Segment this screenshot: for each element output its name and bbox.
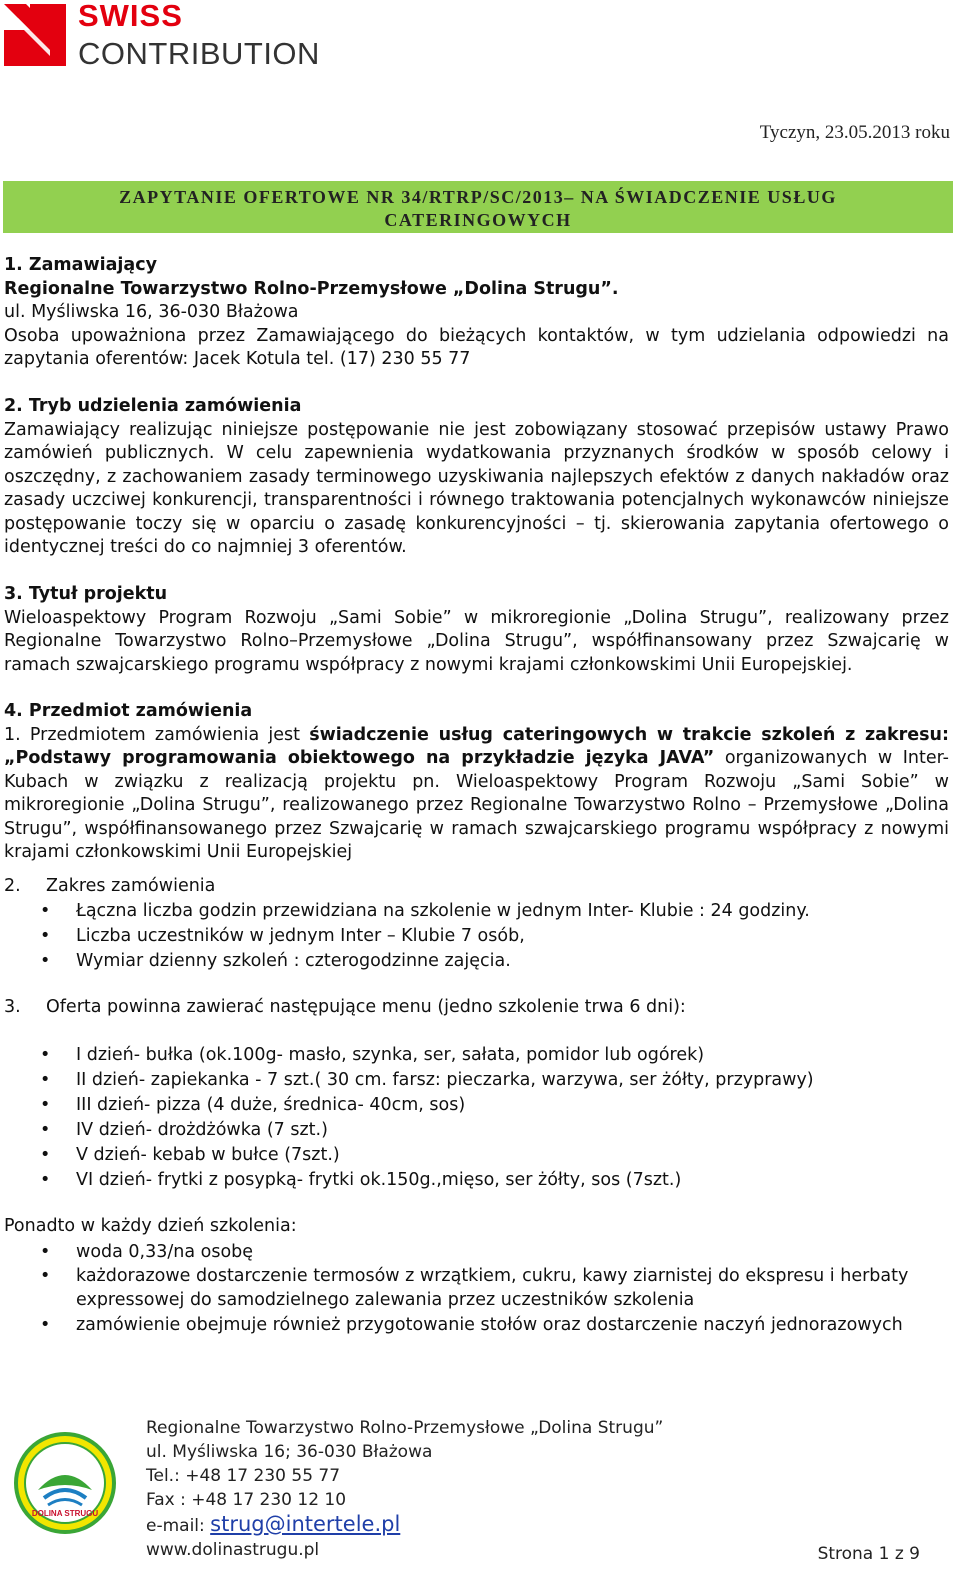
daily-heading: Ponadto w każdy dzień szkolenia: [4, 1216, 297, 1236]
footer-org: Regionalne Towarzystwo Rolno-Przemysłowe „Dolina Strugu” [146, 1418, 664, 1438]
email-link[interactable]: strug@intertele.pl [210, 1512, 401, 1536]
menu-day-5: V dzień- kebab w bułce (7szt.) [76, 1145, 340, 1165]
subject-intro: 1. Przedmiotem zamówienia jest [4, 724, 310, 745]
contact-person: Osoba upoważniona przez Zamawiającego do bieżących kontaktów, w tym udzielania odpowiedzi na zapytania oferentów: Jacek Kotula tel. (17) 230 55 77 [4, 325, 949, 369]
bullet-icon: • [40, 1266, 51, 1286]
bullet-icon: • [40, 1315, 51, 1335]
section-2-heading: 2. Tryb udzielenia zamówienia [4, 396, 302, 416]
bullet-icon: • [40, 1095, 51, 1115]
scope-item: Liczba uczestników w jednym Inter – Klubie 7 osób, [76, 926, 525, 946]
scope-number: 2. [4, 876, 21, 896]
project-title-body: Wieloaspektowy Program Rozwoju „Sami Sobie” w mikroregionie „Dolina Strugu”, realizowany przez Regionalne Towarzystwo Rolno–Przemysłowe „Dolina Strugu”, współfinansowany przez Szwajcarię w ramach szwajcarskiego programu współpracy z nowymi krajami członkowskimi Unii Europejskiej. [4, 607, 949, 675]
badge-text: DOLINA STRUGU [31, 1509, 99, 1518]
footer-www[interactable]: www.dolinastrugu.pl [146, 1540, 320, 1560]
section-subject [4, 700, 949, 865]
bullet-icon: • [40, 1242, 51, 1262]
subject-bold: świadczenie usług cateringowych w trakcie szkoleń z zakresu: „Podstawy programowania obiektowego na przykładzie języka JAVA” [4, 724, 949, 768]
footer-address: ul. Myśliwska 16; 36-030 Błażowa [146, 1442, 433, 1462]
section-3-heading: 3. Tytuł projektu [4, 584, 168, 604]
menu-day-4: IV dzień- drożdżówka (7 szt.) [76, 1120, 328, 1140]
section-ordering-party [4, 254, 949, 372]
footer-fax: Fax : +48 17 230 12 10 [146, 1490, 347, 1510]
page-number: Strona 1 z 9 [817, 1544, 920, 1564]
menu-day-2: II dzień- zapiekanka - 7 szt.( 30 cm. farsz: pieczarka, warzywa, ser żółty, przyprawy) [76, 1070, 814, 1090]
swiss-flag-icon [4, 4, 66, 66]
footer-tel: Tel.: +48 17 230 55 77 [146, 1466, 341, 1486]
daily-item: zamówienie obejmuje również przygotowanie stołów oraz dostarczenie naczyń jednorazowych [76, 1315, 903, 1335]
bullet-icon: • [40, 1070, 51, 1090]
bullet-icon: • [40, 1170, 51, 1190]
daily-item-continued: expressowej do samodzielnego zalewania przez uczestników szkolenia [76, 1290, 695, 1310]
document-date: Tyczyn, 23.05.2013 roku [759, 122, 950, 143]
menu-day-6: VI dzień- frytki z posypką- frytki ok.150g.,mięso, ser żółty, sos (7szt.) [76, 1170, 682, 1190]
menu-day-3: III dzień- pizza (4 duże, średnica- 40cm, sos) [76, 1095, 466, 1115]
logo-text-contribution: CONTRIBUTION [78, 36, 320, 71]
menu-number: 3. [4, 997, 21, 1017]
scope-item: Łączna liczba godzin przewidziana na szkolenie w jednym Inter- Klubie : 24 godziny. [76, 901, 810, 921]
swiss-contribution-logo [4, 0, 320, 72]
daily-item: woda 0,33/na osobę [76, 1242, 254, 1262]
daily-item: każdorazowe dostarczenie termosów z wrzątkiem, cukru, kawy ziarnistej do ekspresu i herbaty [76, 1266, 909, 1286]
bullet-icon: • [40, 926, 51, 946]
bullet-icon: • [40, 1120, 51, 1140]
section-project-title [4, 583, 949, 677]
ordering-party-address: ul. Myśliwska 16, 36-030 Błażowa [4, 302, 299, 322]
document-title [3, 181, 953, 233]
section-4-heading: 4. Przedmiot zamówienia [4, 701, 253, 721]
subject-paragraph [4, 724, 949, 865]
scope-item: Wymiar dzienny szkoleń : czterogodzinne zajęcia. [76, 951, 511, 971]
menu-label: Oferta powinna zawierać następujące menu (jedno szkolenie trwa 6 dni): [46, 997, 686, 1017]
title-line-1: ZAPYTANIE OFERTOWE NR 34/RTRP/SC/2013– NA ŚWIADCZENIE USŁUG [119, 187, 837, 207]
bullet-icon: • [40, 1145, 51, 1165]
logo-text-swiss: SWISS [78, 0, 183, 33]
email-label: e-mail: [146, 1516, 211, 1536]
procedure-body: Zamawiający realizując niniejsze postępowanie nie jest zobowiązany stosować przepisów ustawy Prawo zamówień publicznych. W celu zapewnienia wydatkowania przyznanych środków w sposób celowy i oszczędny, z zachowaniem zasady terminowego uzyskiwania najlepszych efektów z danych nakładów oraz zasady uczciwej konkurencji, transparentności i równego traktowania potencjalnych wykonawców niniejsze postępowanie toczy się w oparciu o zasadę konkurencyjności – tj. skierowania zapytania ofertowego o identycznej treści do co najmniej 3 oferentów. [4, 419, 949, 557]
section-1-heading: 1. Zamawiający [4, 255, 158, 275]
footer-email-row [146, 1512, 926, 1538]
bullet-icon: • [40, 951, 51, 971]
bullet-icon: • [40, 1045, 51, 1065]
menu-day-1: I dzień- bułka (ok.100g- masło, szynka, ser, sałata, pomidor lub ogórek) [76, 1045, 705, 1065]
footer-contact [146, 1416, 926, 1562]
subject-rest: organizowanych w Inter-Kubach w związku z realizacją projektu pn. Wieloaspektowy Program Rozwoju „Sami Sobie” w mikroregionie „Dolina Strugu”, realizowanego przez Regionalne Towarzystwo Rolno – Przemysłowe „Dolina Strugu”, współfinansowanego przez Szwajcarię w ramach szwajcarskiego programu współpracy z nowymi krajami członkowskimi Unii Europejskiej [4, 748, 949, 862]
bullet-icon: • [40, 901, 51, 921]
scope-label: Zakres zamówienia [46, 876, 216, 896]
section-procedure [4, 395, 949, 560]
title-line-2: CATERINGOWYCH [384, 210, 572, 230]
dolina-strugu-logo [14, 1432, 116, 1534]
ordering-party-name: Regionalne Towarzystwo Rolno-Przemysłowe „Dolina Strugu”. [4, 278, 619, 299]
